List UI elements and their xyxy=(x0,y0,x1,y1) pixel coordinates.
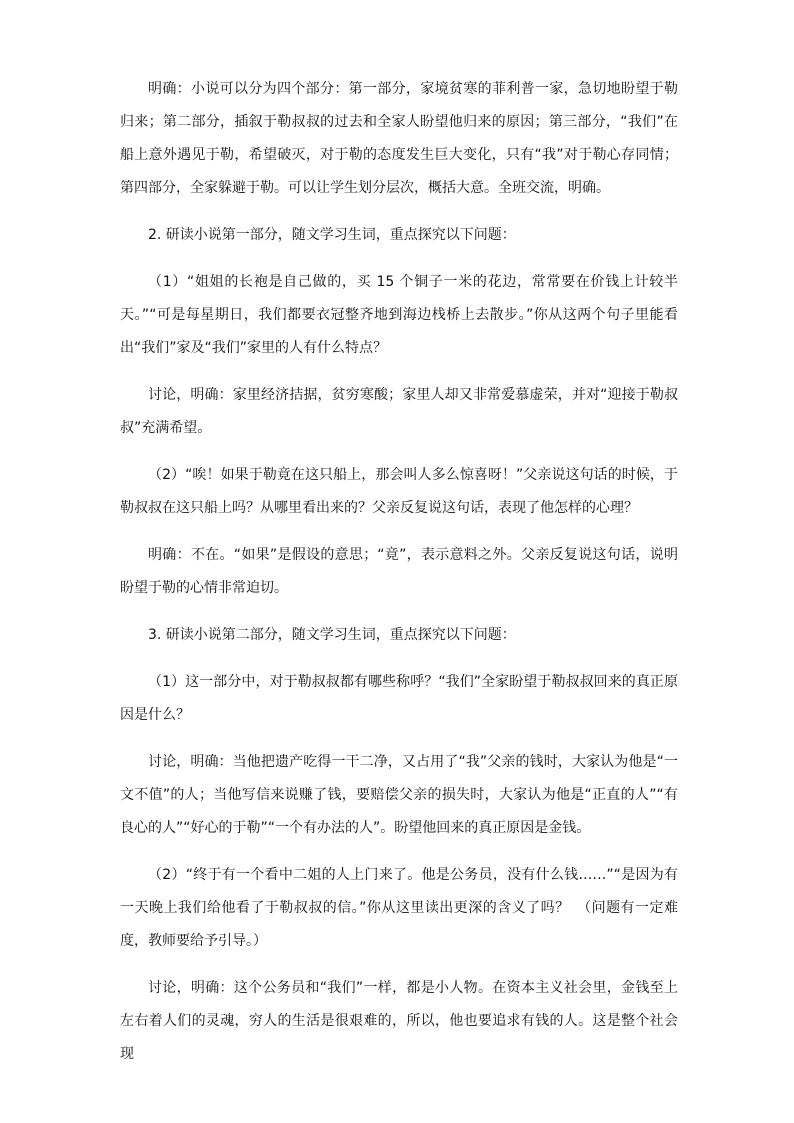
paragraph-question-3-2: （2）“终于有一个看中二姐的人上门来了。他是公务员，没有什么钱……”“是因为有一天晚上我们给他看了于勒叔叔的信。”你从这里读出更深的含义了吗？ （问题有一定难度，教师要给予引导。） xyxy=(120,867,678,949)
paragraph-answer-2-1: 讨论，明确：家里经济拮据，贫穷寒酸；家里人却又非常爱慕虚荣，并对“迎接于勒叔叔”充满希望。 xyxy=(120,387,678,436)
paragraph-question-2-1: （1）“姐姐的长袍是自己做的，买 15 个铜子一米的花边，常常要在价钱上计较半天。”“可是每星期日，我们都要衣冠整齐地到海边栈桥上去散步。”你从这两个句子里能看出“我们”家及“我们”家里的人有什么特点？ xyxy=(120,274,678,356)
paragraph-answer-3-2: 讨论，明确：这个公务员和“我们”一样，都是小人物。在资本主义社会里，金钱至上左右着人们的灵魂，穷人的生活是很艰难的，所以，他也要追求有钱的人。这是整个社会现 xyxy=(120,980,678,1062)
paragraph-task-3: 3. 研读小说第二部分，随文学习生词，重点探究以下问题： xyxy=(148,627,516,643)
paragraph-structure-answer: 明确：小说可以分为四个部分：第一部分，家境贫寒的菲利普一家，急切地盼望于勒归来；第二部分，插叙于勒叔叔的过去和全家人盼望他归来的原因；第三部分，“我们”在船上意外遇见于勒，希望破灭，对于勒的态度发生巨大变化，只有“我”对于勒心存同情；第四部分，全家躲避于勒。可以让学生划分层次，概括大意。全班交流，明确。 xyxy=(120,81,678,196)
paragraph-question-2-2: （2）“唉！如果于勒竟在这只船上，那会叫人多么惊喜呀！”父亲说这句话的时候，于勒叔叔在这只船上吗？从哪里看出来的？父亲反复说这句话，表现了他怎样的心理？ xyxy=(120,467,678,516)
paragraph-question-3-1: （1）这一部分中，对于勒叔叔都有哪些称呼？“我们”全家盼望于勒叔叔回来的真正原因是什么？ xyxy=(120,674,678,723)
document-body xyxy=(120,73,678,1071)
paragraph-answer-2-2: 明确：不在。“如果”是假设的意思；“竟”，表示意料之外。父亲反复说这句话，说明盼望于勒的心情非常迫切。 xyxy=(120,547,678,596)
paragraph-task-2: 2. 研读小说第一部分，随文学习生词，重点探究以下问题： xyxy=(148,227,516,243)
paragraph-answer-3-1: 讨论，明确：当他把遗产吃得一干二净，又占用了“我”父亲的钱时，大家认为他是“一文不值”的人；当他写信来说赚了钱，要赔偿父亲的损失时，大家认为他是“正直的人”“有良心的人”“好心的于勒”“一个有办法的人”。盼望他回来的真正原因是金钱。 xyxy=(120,754,678,836)
